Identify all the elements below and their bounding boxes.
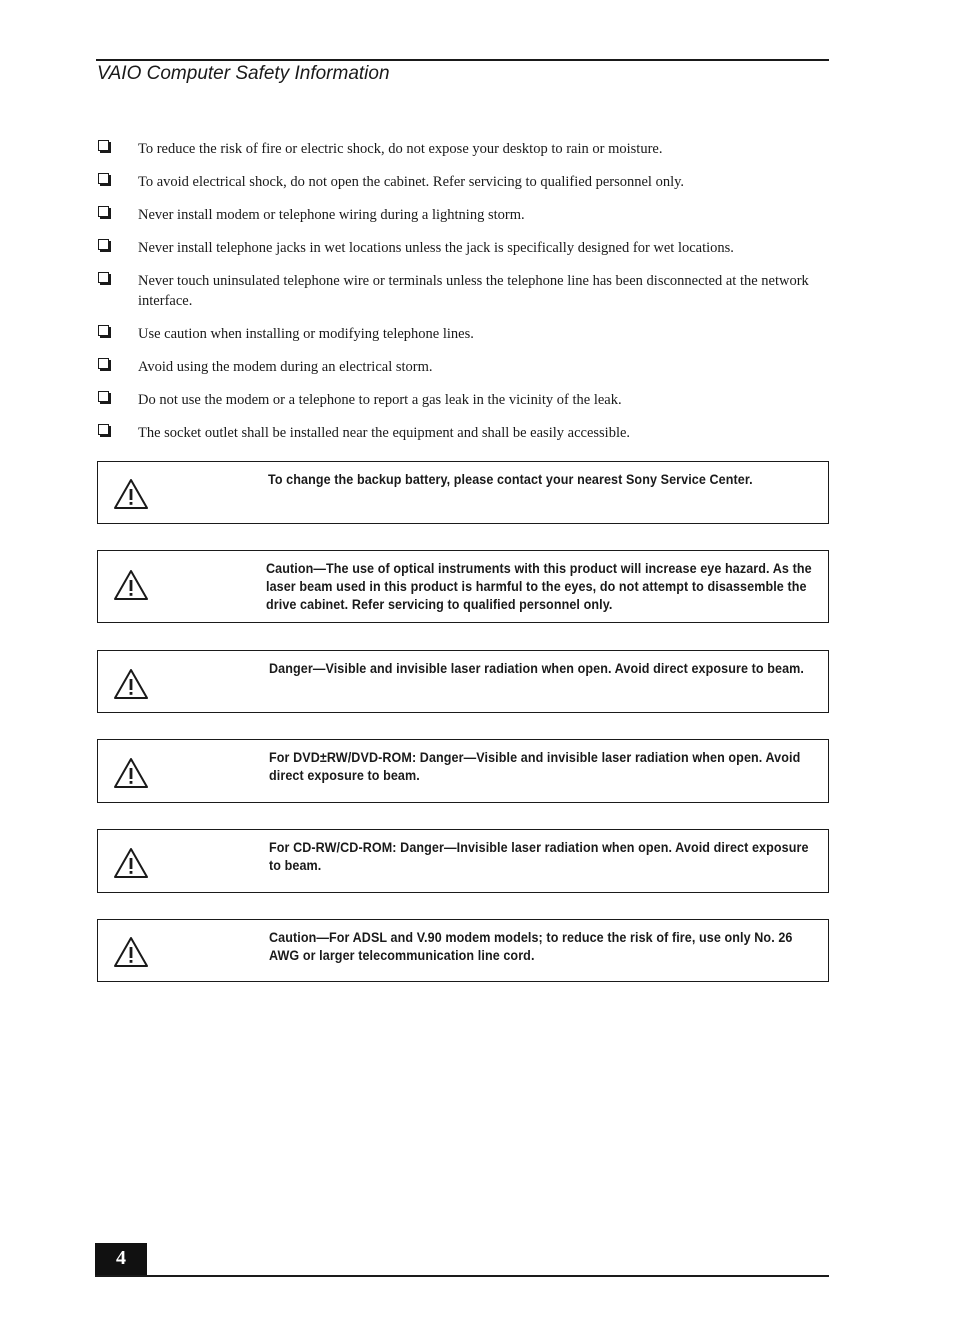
page-number: 4 bbox=[95, 1243, 147, 1276]
caution-notice-optical bbox=[97, 550, 829, 623]
warning-notice-battery bbox=[97, 461, 829, 524]
list-item-text: Never install telephone jacks in wet locations unless the jack is specifically designed for wet locations. bbox=[138, 240, 734, 256]
warning-triangle-icon bbox=[113, 847, 149, 879]
list-item-text: Do not use the modem or a telephone to report a gas leak in the vicinity of the leak. bbox=[138, 392, 622, 408]
danger-notice-cd bbox=[97, 829, 829, 893]
warning-triangle-icon bbox=[113, 668, 149, 700]
notice-text: For CD-RW/CD-ROM: Danger—Invisible laser radiation when open. Avoid direct exposure to beam. bbox=[269, 840, 809, 873]
list-item bbox=[97, 423, 827, 443]
list-item-text: Use caution when installing or modifying telephone lines. bbox=[138, 326, 474, 342]
warning-triangle-icon bbox=[113, 757, 149, 789]
list-item bbox=[97, 139, 827, 159]
danger-notice-dvd bbox=[97, 739, 829, 803]
notice-text: Caution—For ADSL and V.90 modem models; to reduce the risk of fire, use only No. 26 AWG or larger telecommunication line cord. bbox=[269, 930, 793, 963]
warning-triangle-icon bbox=[113, 569, 149, 601]
notice-text: For DVD±RW/DVD-ROM: Danger—Visible and invisible laser radiation when open. Avoid direct exposure to beam. bbox=[269, 750, 801, 783]
list-item bbox=[97, 172, 827, 192]
list-item bbox=[97, 205, 827, 225]
safety-bullet-list bbox=[97, 139, 827, 456]
list-item bbox=[97, 238, 827, 258]
checkbox-bullet-icon bbox=[98, 272, 109, 283]
list-item bbox=[97, 271, 827, 311]
list-item-text: Never touch uninsulated telephone wire or terminals unless the telephone line has been disconnected at the network interface. bbox=[138, 273, 809, 309]
list-item-text: Avoid using the modem during an electrical storm. bbox=[138, 359, 433, 375]
list-item bbox=[97, 324, 827, 344]
checkbox-bullet-icon bbox=[98, 173, 109, 184]
checkbox-bullet-icon bbox=[98, 239, 109, 250]
warning-triangle-icon bbox=[113, 936, 149, 968]
list-item bbox=[97, 357, 827, 377]
list-item bbox=[97, 390, 827, 410]
footer-rule bbox=[95, 1275, 829, 1277]
page-title: VAIO Computer Safety Information bbox=[97, 63, 390, 84]
list-item-text: Never install modem or telephone wiring during a lightning storm. bbox=[138, 207, 525, 223]
notice-text: Caution—The use of optical instruments with this product will increase eye hazard. As the laser beam used in this product is harmful to the eyes, do not attempt to disassemble the drive cabinet. Refer servicing to qualified personnel only. bbox=[266, 561, 812, 612]
list-item-text: To reduce the risk of fire or electric shock, do not expose your desktop to rain or moisture. bbox=[138, 141, 663, 157]
checkbox-bullet-icon bbox=[98, 391, 109, 402]
notice-text: To change the backup battery, please contact your nearest Sony Service Center. bbox=[268, 472, 753, 487]
checkbox-bullet-icon bbox=[98, 424, 109, 435]
list-item-text: To avoid electrical shock, do not open the cabinet. Refer servicing to qualified personnel only. bbox=[138, 174, 685, 190]
list-item-text: The socket outlet shall be installed near the equipment and shall be easily accessible. bbox=[138, 425, 631, 441]
checkbox-bullet-icon bbox=[98, 358, 109, 369]
danger-notice-laser bbox=[97, 650, 829, 713]
checkbox-bullet-icon bbox=[98, 325, 109, 336]
caution-notice-modem bbox=[97, 919, 829, 982]
notice-text: Danger—Visible and invisible laser radiation when open. Avoid direct exposure to beam. bbox=[269, 661, 804, 676]
checkbox-bullet-icon bbox=[98, 206, 109, 217]
warning-triangle-icon bbox=[113, 478, 149, 510]
checkbox-bullet-icon bbox=[98, 140, 109, 151]
header-rule bbox=[96, 59, 829, 61]
